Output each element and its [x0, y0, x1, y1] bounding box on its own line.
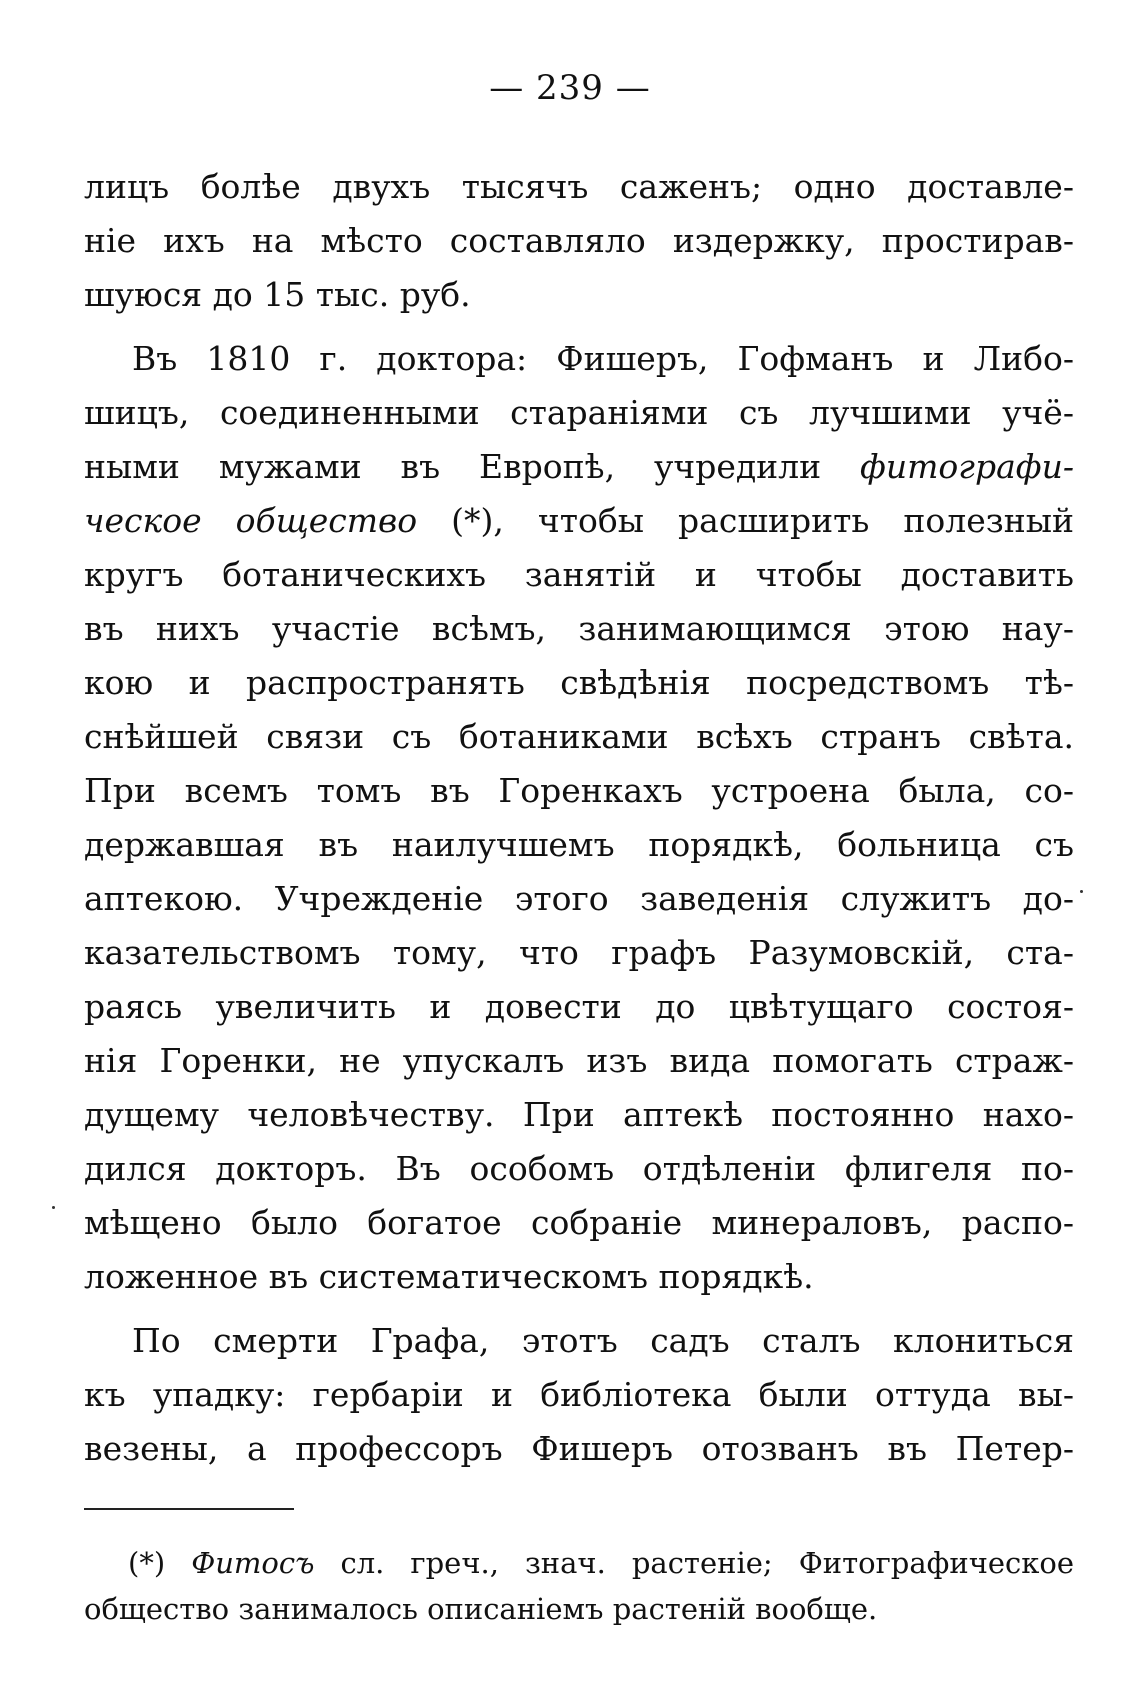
text-line	[84, 440, 1074, 494]
paragraph-3	[84, 1314, 1074, 1476]
print-speck	[1080, 890, 1083, 893]
text-line: ложенное въ систематическомъ порядкѣ.	[84, 1257, 814, 1296]
text-line: снѣйшей связи съ ботаниками всѣхъ странъ свѣта.	[84, 717, 1074, 756]
footnote-line	[84, 1540, 1074, 1586]
text-segment: (*), чтобы расширить полезный	[417, 501, 1074, 540]
text-line: ніе ихъ на мѣсто составляло издержку, простирав-	[84, 221, 1074, 260]
italic-term: фитографи-	[860, 447, 1074, 486]
footnote-text: сл. греч., знач. растеніе; Фитографическое	[314, 1546, 1075, 1580]
footnote-marker: (*)	[128, 1546, 166, 1580]
text-line: По смерти Графа, этотъ садъ сталъ клониться	[132, 1321, 1074, 1360]
footnote-divider	[84, 1508, 294, 1510]
text-line: аптекою. Учрежденіе этого заведенія служитъ до-	[84, 879, 1074, 918]
text-line: раясь увеличить и довести до цвѣтущаго состоя-	[84, 987, 1074, 1026]
footnote	[84, 1540, 1074, 1632]
text-line: дущему человѣчеству. При аптекѣ постоянно нахо-	[84, 1095, 1074, 1134]
text-line: Въ 1810 г. доктора: Фишеръ, Гофманъ и Либо-	[132, 339, 1074, 378]
text-line: къ упадку: гербаріи и библіотека были оттуда вы-	[84, 1375, 1074, 1414]
footnote-italic-term: Фитосъ	[191, 1546, 315, 1580]
text-line: мѣщено было богатое собраніе минераловъ, распо-	[84, 1203, 1074, 1242]
text-line: лицъ болѣе двухъ тысячъ саженъ; одно доставле-	[84, 167, 1074, 206]
text-line: дился докторъ. Въ особомъ отдѣленіи флигеля по-	[84, 1149, 1074, 1188]
paragraph-1	[84, 160, 1074, 322]
italic-term: ческое общество	[84, 501, 418, 540]
text-line: кою и распространять свѣдѣнія посредствомъ тѣ-	[84, 663, 1074, 702]
text-line: державшая въ наилучшемъ порядкѣ, больница съ	[84, 825, 1074, 864]
text-line: везены, а профессоръ Фишеръ отозванъ въ Петер-	[84, 1429, 1074, 1468]
text-line: нія Горенки, не упускалъ изъ вида помогать страж-	[84, 1041, 1074, 1080]
text-line: въ нихъ участіе всѣмъ, занимающимся этою нау-	[84, 609, 1074, 648]
text-line: шицъ, соединенными стараніями съ лучшими учё-	[84, 393, 1074, 432]
text-line: казательствомъ тому, что графъ Разумовскій, ста-	[84, 933, 1074, 972]
text-line: При всемъ томъ въ Горенкахъ устроена была, со-	[84, 771, 1074, 810]
page-number: — 239 —	[489, 68, 651, 108]
text-segment: ными мужами въ Европѣ, учредили	[84, 447, 861, 486]
text-line: шуюся до 15 тыс. руб.	[84, 275, 471, 314]
text-line: кругъ ботаническихъ занятій и чтобы доставить	[84, 555, 1074, 594]
paragraph-2	[84, 332, 1074, 1304]
text-line	[84, 494, 1074, 548]
main-text	[84, 160, 1074, 1476]
print-speck	[52, 1206, 55, 1209]
footnote-line: общество занималось описаніемъ растеній вообще.	[84, 1592, 878, 1626]
